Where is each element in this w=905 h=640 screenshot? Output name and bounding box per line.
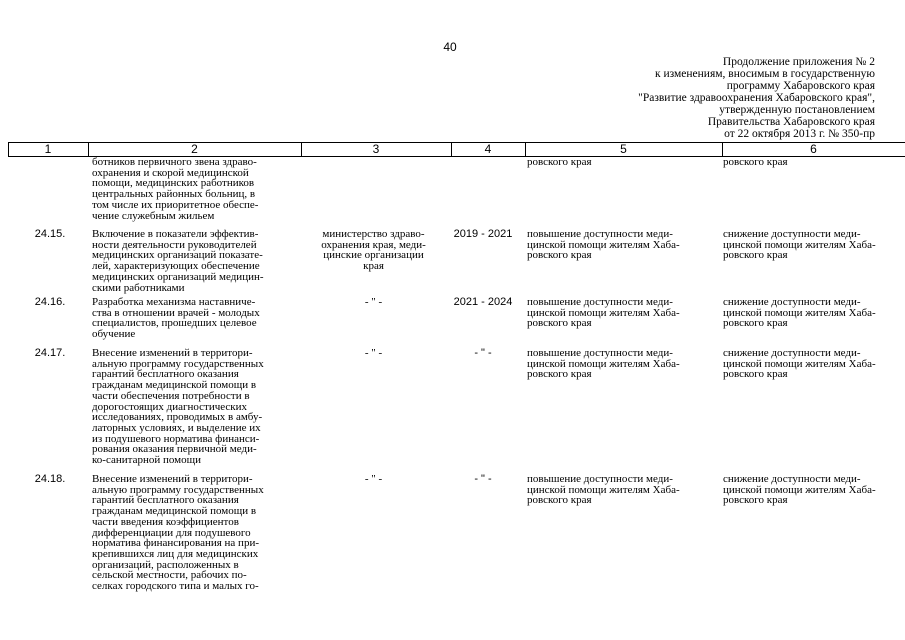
column-number: 2 <box>191 142 198 156</box>
executor-text-line: - " - <box>364 473 383 485</box>
row-number: 24.17. <box>34 347 66 359</box>
measure-text-line: альную программу государственных <box>92 483 264 496</box>
executor-text-line: - " - <box>364 296 383 308</box>
measure-text-line: гражданам медицинской помощи в <box>92 505 257 518</box>
measure-text-line: чение служебным жильем <box>92 209 215 222</box>
consequence-text-line: ровского края <box>723 249 788 262</box>
consequence-text <box>723 157 905 168</box>
measure-text-line: организаций, расположенных в <box>92 558 239 571</box>
result-text-line: повышение доступности меди- <box>527 296 673 308</box>
measure-text-line: сельской местности, рабочих по- <box>92 569 247 582</box>
row-number: 24.18. <box>34 473 66 485</box>
consequence-text-line: цинской помощи жителям Хаба- <box>723 357 876 370</box>
measure-text <box>92 348 299 466</box>
result-text-line: цинской помощи жителям Хаба- <box>527 306 680 319</box>
result-text-line: повышение доступности меди- <box>527 228 673 240</box>
measure-text-line: гражданам медицинской помощи в <box>92 379 257 392</box>
measure-text-line: селках городского типа и малых го- <box>92 580 259 593</box>
period-text: - " - <box>474 473 492 485</box>
appendix-header <box>535 56 875 140</box>
executor-text-line: охранения края, меди- <box>321 238 426 251</box>
result-text-line: ровского края <box>527 317 592 330</box>
measure-text-line: охранения и скорой медицинской <box>92 166 249 179</box>
measure-text-line: дорогостоящих диагностических <box>92 400 248 413</box>
measure-text-line: Включение в показатели эффектив- <box>92 228 259 240</box>
measure-text-line: лей, характеризующих обеспечение <box>92 260 260 273</box>
period-text: 2019 - 2021 <box>453 228 513 240</box>
measure-text-line: рования оказания первичной меди- <box>92 443 257 456</box>
result-text <box>527 474 717 506</box>
executor-text-line: края <box>363 260 384 273</box>
result-text <box>527 297 717 329</box>
row-number: 24.16. <box>34 296 66 308</box>
measure-text-line: латорных условиях, и выделение их <box>92 421 261 434</box>
result-text <box>527 157 717 168</box>
measure-text-line: исследованиях, проводимых в амбу- <box>92 411 263 424</box>
result-text-line: ровского края <box>527 368 592 381</box>
measure-text <box>92 297 299 340</box>
result-text-line: цинской помощи жителям Хаба- <box>527 483 680 496</box>
executor-text <box>306 474 441 485</box>
consequence-text-line: ровского края <box>723 317 788 330</box>
consequence-text-line: ровского края <box>723 156 788 168</box>
consequence-text-line: цинской помощи жителям Хаба- <box>723 238 876 251</box>
result-text-line: повышение доступности меди- <box>527 473 673 485</box>
measure-text-line: ности деятельности руководителей <box>92 238 257 251</box>
measure-text-line: скими работниками <box>92 281 185 294</box>
result-text-line: повышение доступности меди- <box>527 347 673 359</box>
header-line: "Развитие здравоохранения Хабаровского края", <box>638 92 875 104</box>
measure-text-line: специалистов, прошедших целевое <box>92 317 257 330</box>
result-text-line: цинской помощи жителям Хаба- <box>527 357 680 370</box>
measure-text-line: крепившихся лиц для медицинских <box>92 547 259 560</box>
column-number-row <box>8 142 905 157</box>
row-number: 24.15. <box>34 228 66 240</box>
period-text: - " - <box>474 347 492 359</box>
measure-text-line: медицинских организаций показате- <box>92 249 263 262</box>
header-line: программу Хабаровского края <box>726 80 875 92</box>
consequence-text <box>723 474 905 506</box>
page-number: 40 <box>443 40 457 54</box>
consequence-text-line: снижение доступности меди- <box>723 347 861 359</box>
measure-text-line: Внесение изменений в территори- <box>92 347 253 359</box>
measure-text-line: ботников первичного звена здраво- <box>92 156 257 168</box>
measure-text-line: из подушевого норматива финанси- <box>92 432 260 445</box>
measure-text-line: дифференциации для подушевого <box>92 526 251 539</box>
result-text-line: ровского края <box>527 156 592 168</box>
executor-text <box>306 229 441 272</box>
consequence-text <box>723 297 905 329</box>
measure-text <box>92 157 299 221</box>
measure-text-line: альную программу государственных <box>92 357 264 370</box>
column-number: 6 <box>810 142 817 156</box>
measure-text-line: части обеспечения потребности в <box>92 389 250 402</box>
column-number: 3 <box>372 142 380 156</box>
measure-text-line: норматива финансирования на при- <box>92 537 259 550</box>
header-line: Правительства Хабаровского края <box>707 116 875 128</box>
consequence-text-line: ровского края <box>723 368 788 381</box>
consequence-text <box>723 229 905 261</box>
period-text: 2021 - 2024 <box>453 296 513 308</box>
column-number: 4 <box>484 142 492 156</box>
result-text <box>527 348 717 380</box>
executor-text <box>306 348 441 359</box>
measure-text <box>92 474 299 592</box>
measure-text-line: том числе их приоритетное обеспе- <box>92 198 259 211</box>
consequence-text-line: ровского края <box>723 494 788 507</box>
consequence-text-line: цинской помощи жителям Хаба- <box>723 483 876 496</box>
measure-text-line: обучение <box>92 328 136 341</box>
measure-text-line: медицинских организаций медицин- <box>92 270 264 283</box>
measure-text-line: Разработка механизма наставниче- <box>92 296 256 308</box>
result-text-line: цинской помощи жителям Хаба- <box>527 238 680 251</box>
consequence-text <box>723 348 905 380</box>
result-text-line: ровского края <box>527 494 592 507</box>
measure-text-line: гарантий бесплатного оказания <box>92 368 239 381</box>
executor-text-line: цинские организации <box>323 249 424 262</box>
executor-text-line: министерство здраво- <box>322 228 425 240</box>
result-text-line: ровского края <box>527 249 592 262</box>
column-number: 5 <box>620 142 627 156</box>
executor-text <box>306 297 441 308</box>
consequence-text-line: снижение доступности меди- <box>723 296 861 308</box>
measure-text-line: Внесение изменений в территори- <box>92 473 253 485</box>
measure-text-line: помощи, медицинских работников <box>92 177 255 190</box>
column-number: 1 <box>44 142 52 156</box>
measure-text-line: части введения коэффициентов <box>92 515 239 528</box>
header-line: к изменениям, вносимым в государственную <box>655 68 875 80</box>
measure-text-line: гарантий бесплатного оказания <box>92 494 239 507</box>
header-line: утвержденную постановлением <box>719 104 875 116</box>
header-line: от 22 октября 2013 г. № 350-пр <box>724 128 875 140</box>
consequence-text-line: снижение доступности меди- <box>723 228 861 240</box>
measure-text-line: ства в отношении врачей - молодых <box>92 306 260 319</box>
consequence-text-line: цинской помощи жителям Хаба- <box>723 306 876 319</box>
consequence-text-line: снижение доступности меди- <box>723 473 861 485</box>
measure-text-line: центральных районных больниц, в <box>92 188 256 201</box>
measure-text-line: ко-санитарной помощи <box>92 454 201 467</box>
result-text <box>527 229 717 261</box>
measure-text <box>92 229 299 293</box>
executor-text-line: - " - <box>364 347 383 359</box>
header-line: Продолжение приложения № 2 <box>722 56 875 68</box>
